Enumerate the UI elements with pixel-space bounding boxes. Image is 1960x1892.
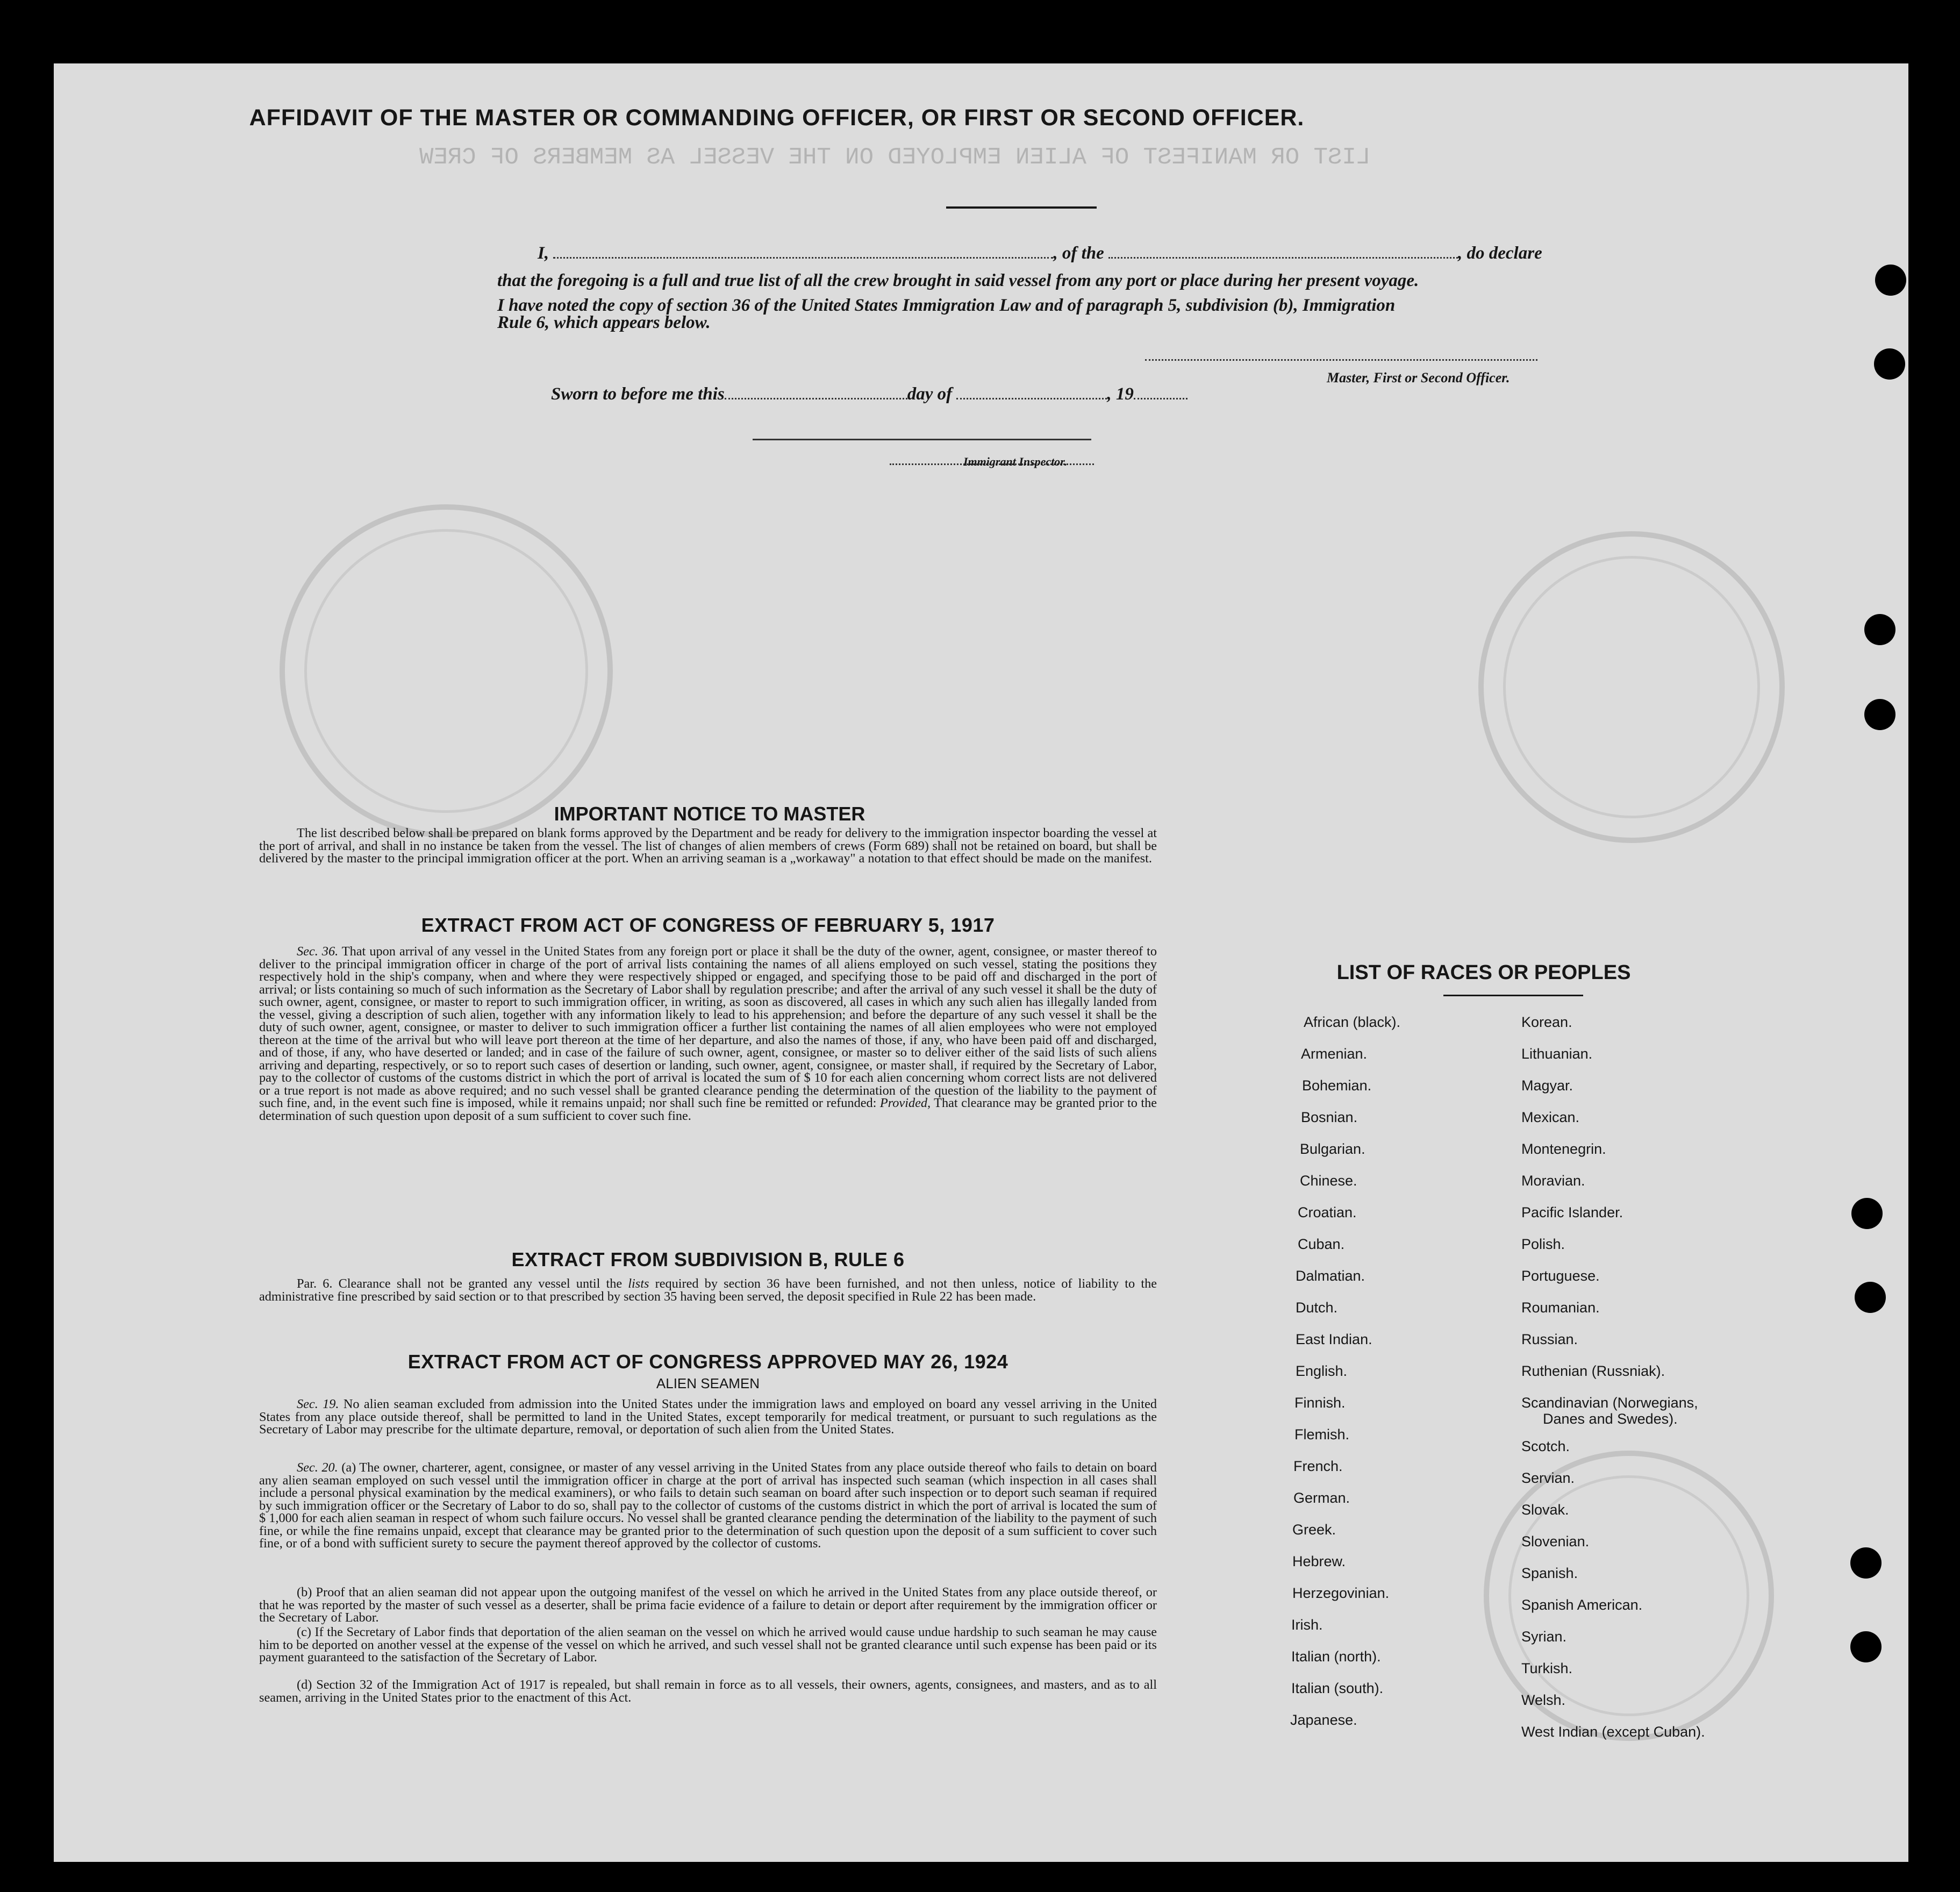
race-item: Herzegovinian.: [1292, 1585, 1390, 1601]
race-item: Spanish American.: [1521, 1597, 1643, 1613]
punch-hole: [1851, 1198, 1883, 1229]
extract-1924-title: EXTRACT FROM ACT OF CONGRESS APPROVED MAY 26, 1924: [407, 1351, 1008, 1373]
day-blank[interactable]: [725, 382, 907, 399]
rule6-lists: lists: [628, 1276, 649, 1291]
race-item: Armenian.: [1301, 1046, 1368, 1062]
name-blank[interactable]: [553, 241, 1053, 259]
race-item: Bohemian.: [1302, 1077, 1372, 1094]
sec-20c-body: (c) If the Secretary of Labor finds that deportation of the alien seaman on the vessel on which he arrived would cause undue hardship to such seaman he may cause him to be deported on another vessel at the expense of the vessel on which he arrived, and such vessel shall not be granted clearance until such expense has been paid or its payment guaranteed to the satisfaction of the Secretary of Labor.: [259, 1625, 1157, 1665]
sec-36-label: Sec. 36.: [297, 944, 339, 959]
race-item: Spanish.: [1521, 1565, 1578, 1581]
race-item: Pacific Islander.: [1521, 1204, 1623, 1220]
punch-hole: [1864, 699, 1895, 730]
race-item: Ruthenian (Russniak).: [1521, 1363, 1665, 1379]
sec-36-body: That upon arrival of any vessel in the United States from any foreign port or place it shall be the duty of the owner, agent, consignee, or master thereof to deliver to the principal immigration officer in charge of the port of arrival lists containing the names of all aliens employed on such vessel, stating the positions they respectively hold in the ship's company, when and where they were respectively shipped or engaged, and specifying those to be paid off and discharged in the port of arrival; or lists containing so much of such information as the Secretary of Labor shall by regulation prescribe; and after the arrival of any such vessel it shall be the duty of such owner, agent, consignee, or master to report to such immigration officer, in writing, as soon as discovered, all cases in which any such alien has illegally landed from the vessel, giving a description of such alien, together with any information likely to lead to his apprehension; and before the departure of any such vessel it shall be the duty of such owner, agent, consignee, or master to deliver to such immigration officer a further list containing the names of all alien employees who were not employed thereon at the time of the arrival but who will leave port thereon at the time of her departure, and also the names of those, if any, who have been paid off and discharged, and of those, if any, who have deserted or landed; and in case of the failure of such owner, agent, consignee, or master so to deliver either of the said lists of such aliens arriving and departing, respectively, or so to report such cases of desertion or landing, such owner, agent, consignee, or master shall, if required by the Secretary of Labor, pay to the collector of customs of the customs district in which the port of arrival is located the sum of $ 10 for each alien concerning whom correct lists are not delivered or a true report is not made as above required; and no such vessel shall be granted clearance pending the determination of the question of the liability to the payment of such fine, and, in the event such fine is imposed, while it remains unpaid; nor shall such fine be remitted or refunded:: [259, 944, 1157, 1110]
ghost-seal: [280, 504, 613, 838]
sec-20b-body: (b) Proof that an alien seaman did not appear upon the outgoing manifest of the vessel on which he arrived in the United States from any place outside thereof, or that he was reported by the master of such vessel as a deserter, shall be prima facie evidence of a failure to detain or deport after requirement by the immigration officer or the Secretary of Labor.: [259, 1585, 1157, 1625]
race-item: Bulgarian.: [1300, 1141, 1365, 1157]
rule6-text-1: Par. 6. Clearance shall not be granted any vessel until the: [297, 1276, 623, 1291]
races-title: LIST OF RACES OR PEOPLES: [1336, 961, 1631, 984]
year-blank[interactable]: [1134, 382, 1188, 399]
race-item: Roumanian.: [1521, 1300, 1600, 1316]
notice-title: IMPORTANT NOTICE TO MASTER: [554, 803, 865, 825]
race-item: Japanese.: [1290, 1712, 1357, 1728]
i-label: I,: [538, 244, 549, 263]
race-item: Syrian.: [1521, 1629, 1567, 1645]
race-item: Dutch.: [1296, 1300, 1338, 1316]
race-item: Russian.: [1521, 1331, 1578, 1347]
do-declare-label: , do declare: [1458, 244, 1542, 263]
race-item: Flemish.: [1294, 1426, 1350, 1443]
race-item: Irish.: [1291, 1617, 1323, 1633]
sec-20a-body: (a) The owner, charterer, agent, consignee, or master of any vessel arriving in the United States from any place outside thereof who fails to detain on board any alien seaman employed on such vessel until the immigration officer in charge at the port of arrival has inspected such seaman (which inspection in all cases shall include a personal physical examination by the medical examiners), or who fails to detain such seaman on board after such inspection or to deport such seaman if required by such immigration officer or the Secretary of Labor to do so, shall pay to the collector of customs of the customs district in which the port of arrival is located the sum of $ 1,000 for each alien seaman in respect of whom such failure occurs. No vessel shall be granted clearance pending the determination of the liability to the payment of such fine, or while the fine remains unpaid, except that clearance may be granted prior to the determination of such question upon the deposit of a sum sufficient to cover such fine, or of a bond with sufficient surety to secure the payment thereof approved by the collector of customs.: [259, 1460, 1157, 1551]
race-item: Moravian.: [1521, 1173, 1585, 1189]
race-item: Turkish.: [1521, 1660, 1573, 1676]
notice-text: [259, 827, 1157, 865]
affidavit-statement-1: that the foregoing is a full and true list of all the crew brought in said vessel from any port or place during her present voyage.: [497, 271, 1419, 290]
sec-36-tail: That clearance may be granted prior to the determination of such question upon deposit of a sum sufficient to cover such fine.: [259, 1096, 1157, 1123]
notice-body: The list described below shall be prepared on blank forms approved by the Department and be ready for delivery to the immigration inspector boarding the vessel at the port of arrival, and shall in no instance be taken from the vessel. The list of changes of alien members of crews (Form 689) shall not be retained on board, but shall be delivered by the master to the principal immigration officer at the port. When an arriving seaman is a „workaway" a notation to that effect should be made on the manifest.: [259, 826, 1157, 866]
sworn-label: Sworn to before me this: [551, 384, 725, 404]
sec-19-text: [259, 1398, 1157, 1436]
race-item: Scotch.: [1521, 1438, 1570, 1454]
race-item: Cuban.: [1298, 1236, 1345, 1252]
race-item: Finnish.: [1294, 1395, 1346, 1411]
race-item: Servian.: [1521, 1470, 1575, 1486]
punch-hole: [1874, 348, 1905, 380]
sec-20b-text: [259, 1586, 1157, 1624]
race-item: Korean.: [1521, 1014, 1572, 1030]
rule6-text-2: required by section 36 have been furnished, and not then unless, notice of liability to the administrative fine prescribed by said section or to that prescribed by section 35 having been served, the deposit specified in Rule 22 has been made.: [259, 1276, 1157, 1304]
punch-hole: [1875, 265, 1906, 296]
extract-1917-title: EXTRACT FROM ACT OF CONGRESS OF FEBRUARY 5, 1917: [421, 914, 995, 936]
race-item: Dalmatian.: [1296, 1268, 1365, 1284]
rule6-title: EXTRACT FROM SUBDIVISION B, RULE 6: [511, 1248, 905, 1270]
of-the-label: , of the: [1053, 244, 1104, 263]
ghost-seal: [1478, 531, 1785, 843]
ghost-heading: LIST OR MANIFEST OF ALIEN EMPLOYED ON THE VESSEL AS MEMBERS OF CREW: [419, 144, 1371, 171]
inspector-signature-line[interactable]: [753, 439, 1091, 440]
punch-hole: [1864, 614, 1895, 645]
race-item: Bosnian.: [1301, 1109, 1358, 1125]
race-item: Danes and Swedes).: [1543, 1411, 1678, 1427]
sec-20d-text: [259, 1679, 1157, 1704]
vessel-blank[interactable]: [1108, 241, 1458, 259]
day-of-label: day of: [907, 384, 953, 404]
race-item: Welsh.: [1521, 1692, 1566, 1708]
race-item: Portuguese.: [1521, 1268, 1600, 1284]
officer-label: Master, First or Second Officer.: [1327, 370, 1510, 385]
race-item: Italian (north).: [1291, 1648, 1381, 1665]
sec-20d-body: (d) Section 32 of the Immigration Act of 1917 is repealed, but shall remain in force as to all vessels, their owners, agents, consignees, and masters, and as to all seamen, arriving in the United States prior to the enactment of this Act.: [259, 1677, 1157, 1705]
race-item: West Indian (except Cuban).: [1521, 1724, 1705, 1740]
title-divider: [946, 206, 1097, 209]
month-blank[interactable]: [956, 382, 1107, 399]
alien-seamen-subtitle: ALIEN SEAMEN: [656, 1375, 760, 1391]
race-item: Italian (south).: [1291, 1680, 1384, 1696]
race-item: Magyar.: [1521, 1077, 1573, 1094]
race-item: English.: [1296, 1363, 1348, 1379]
race-item: French.: [1293, 1458, 1343, 1474]
sworn-line: [551, 382, 1188, 404]
sec-20a-text: [259, 1461, 1157, 1550]
sec-20c-text: [259, 1626, 1157, 1664]
races-divider: [1443, 995, 1583, 996]
race-item: Greek.: [1292, 1522, 1336, 1538]
race-item: German.: [1293, 1490, 1350, 1506]
punch-hole: [1850, 1631, 1882, 1662]
year-label: , 19: [1107, 384, 1134, 404]
race-item: Scandinavian (Norwegians,: [1521, 1395, 1698, 1411]
race-item: Croatian.: [1298, 1204, 1357, 1220]
affidavit-statement-3: Rule 6, which appears below.: [497, 313, 711, 332]
race-item: Lithuanian.: [1521, 1046, 1593, 1062]
race-item: Slovenian.: [1521, 1533, 1590, 1550]
sec-19-body: No alien seaman excluded from admission into the United States under the immigration laws and employed on board any vessel arriving in the United States from any place outside thereof, shall be permitted to land in the United States, except temporarily for medical treatment, or pursuant to such regulations as the Secretary of Labor may prescribe for the ultimate departure, removal, or deportation of such alien from the United States.: [259, 1397, 1157, 1437]
sec-19-label: Sec. 19.: [297, 1397, 339, 1411]
race-item: Slovak.: [1521, 1502, 1569, 1518]
affidavit-declaration-line: [538, 241, 1542, 263]
punch-hole: [1850, 1547, 1882, 1579]
race-item: Polish.: [1521, 1236, 1565, 1252]
officer-signature-line[interactable]: [1145, 359, 1537, 361]
affidavit-statement-2: I have noted the copy of section 36 of the United States Immigration Law and of paragraph 5, subdivision (b), Immigration: [497, 296, 1396, 315]
rule6-text: [259, 1277, 1157, 1303]
race-item: Mexican.: [1521, 1109, 1580, 1125]
punch-hole: [1855, 1282, 1886, 1313]
extract-1917-text: [259, 945, 1157, 1122]
affidavit-title: AFFIDAVIT OF THE MASTER OR COMMANDING OFFICER, OR FIRST OR SECOND OFFICER.: [249, 105, 1305, 131]
race-item: Chinese.: [1300, 1173, 1357, 1189]
inspector-label: Immigrant Inspector.: [963, 455, 1068, 468]
race-item: Montenegrin.: [1521, 1141, 1606, 1157]
race-item: East Indian.: [1296, 1331, 1372, 1347]
provided-label: Provided,: [879, 1096, 931, 1110]
sec-20-label: Sec. 20.: [297, 1460, 338, 1475]
race-item: African (black).: [1304, 1014, 1401, 1030]
race-item: Hebrew.: [1292, 1553, 1346, 1569]
